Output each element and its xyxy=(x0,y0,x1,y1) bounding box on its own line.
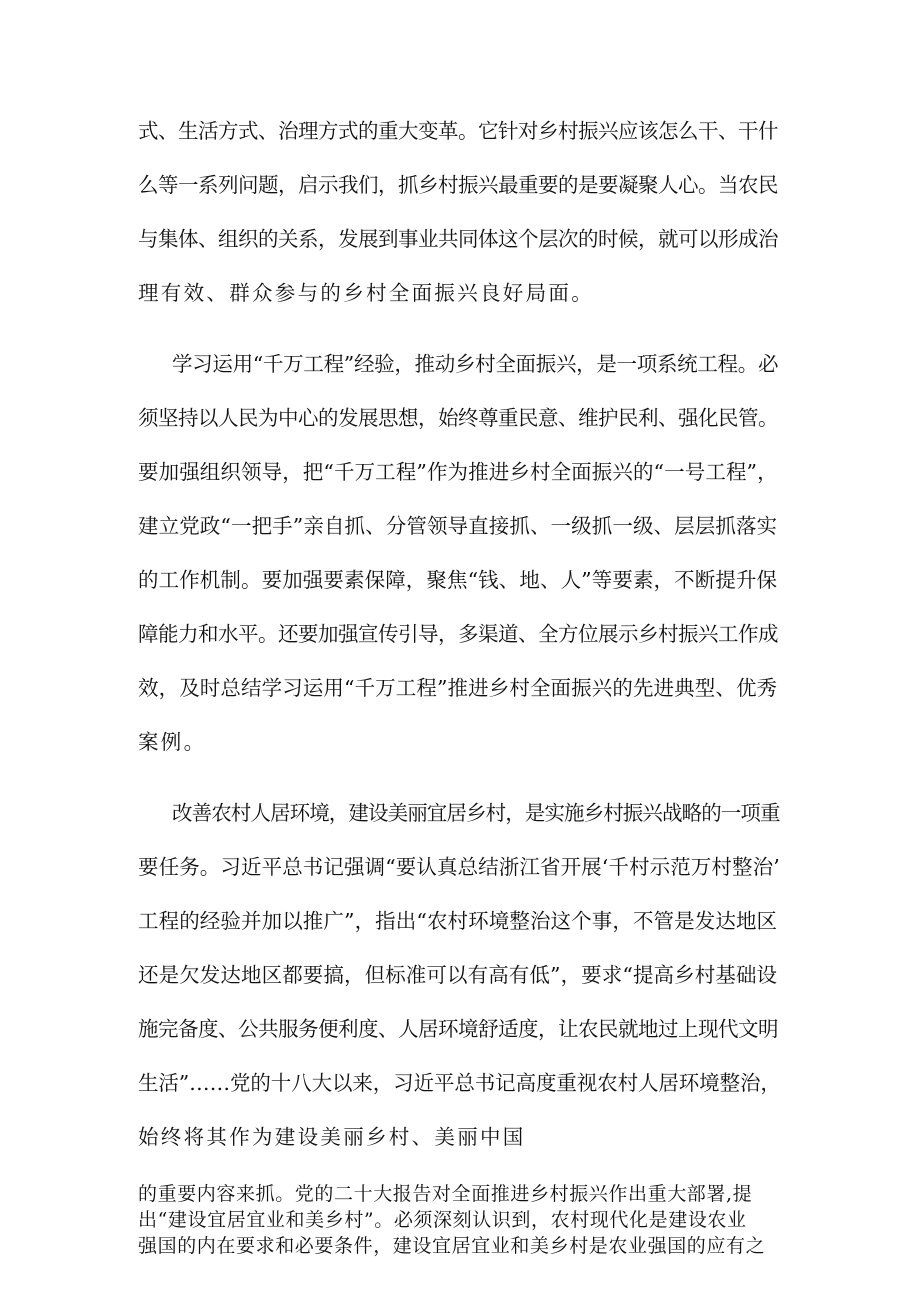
text-line: 案例。 xyxy=(138,730,207,754)
text-line: 效，及时总结学习运用“千万工程”推进乡村全面振兴的先进典型、优秀 xyxy=(138,676,778,700)
text-line: 的工作机制。要加强要素保障，聚焦“钱、地、人”等要素，不断提升保 xyxy=(138,568,778,592)
text-line: 出“建设宜居宜业和美乡村”。必须深刻认识到，农村现代化是建设农业 xyxy=(138,1209,747,1231)
text-line: 要任务。习近平总书记强调“要认真总结浙江省开展‘千村示范万村整治’ xyxy=(138,855,780,879)
text-line: 施完备度、公共服务便利度、人居环境舒适度，让农民就地过上现代文明 xyxy=(138,1017,778,1041)
text-line: 与集体、组织的关系，发展到事业共同体这个层次的时候，就可以形成治 xyxy=(138,227,778,251)
text-line: 学习运用“千万工程”经验，推动乡村全面振兴，是一项系统工程。必 xyxy=(172,352,779,376)
text-line: 理有效、群众参与的乡村全面振兴良好局面。 xyxy=(138,281,594,305)
text-line: 么等一系列问题，启示我们，抓乡村振兴最重要的是要凝聚人心。当农民 xyxy=(138,173,778,197)
text-line: 须坚持以人民为中心的发展思想，始终尊重民意、维护民利、强化民管。 xyxy=(138,406,778,430)
text-line: 始终将其作为建设美丽乡村、美丽中国 xyxy=(138,1125,526,1149)
text-line: 还是欠发达地区都要搞，但标准可以有高有低”，要求“提高乡村基础设 xyxy=(138,963,778,987)
text-line: 式、生活方式、治理方式的重大变革。它针对乡村振兴应该怎么干、干什 xyxy=(138,119,778,143)
text-line: 要加强组织领导，把“千万工程”作为推进乡村全面振兴的“一号工程”， xyxy=(138,460,778,484)
text-line: 改善农村人居环境，建设美丽宜居乡村，是实施乡村振兴战略的一项重 xyxy=(172,801,780,825)
text-line: 工程的经验并加以推广”，指出“农村环境整治这个事，不管是发达地区 xyxy=(138,909,778,933)
text-line: 强国的内在要求和必要条件，建设宜居宜业和美乡村是农业强国的应有之 xyxy=(138,1235,766,1257)
text-line: 障能力和水平。还要加强宣传引导，多渠道、全方位展示乡村振兴工作成 xyxy=(138,622,778,646)
text-line: 生活”……党的十八大以来，习近平总书记高度重视农村人居环境整治， xyxy=(138,1071,781,1095)
text-line: 的重要内容来抓。党的二十大报告对全面推进乡村振兴作出重大部署,提 xyxy=(138,1183,753,1205)
text-line: 建立党政“一把手”亲自抓、分管领导直接抓、一级抓一级、层层抓落实 xyxy=(138,514,778,538)
